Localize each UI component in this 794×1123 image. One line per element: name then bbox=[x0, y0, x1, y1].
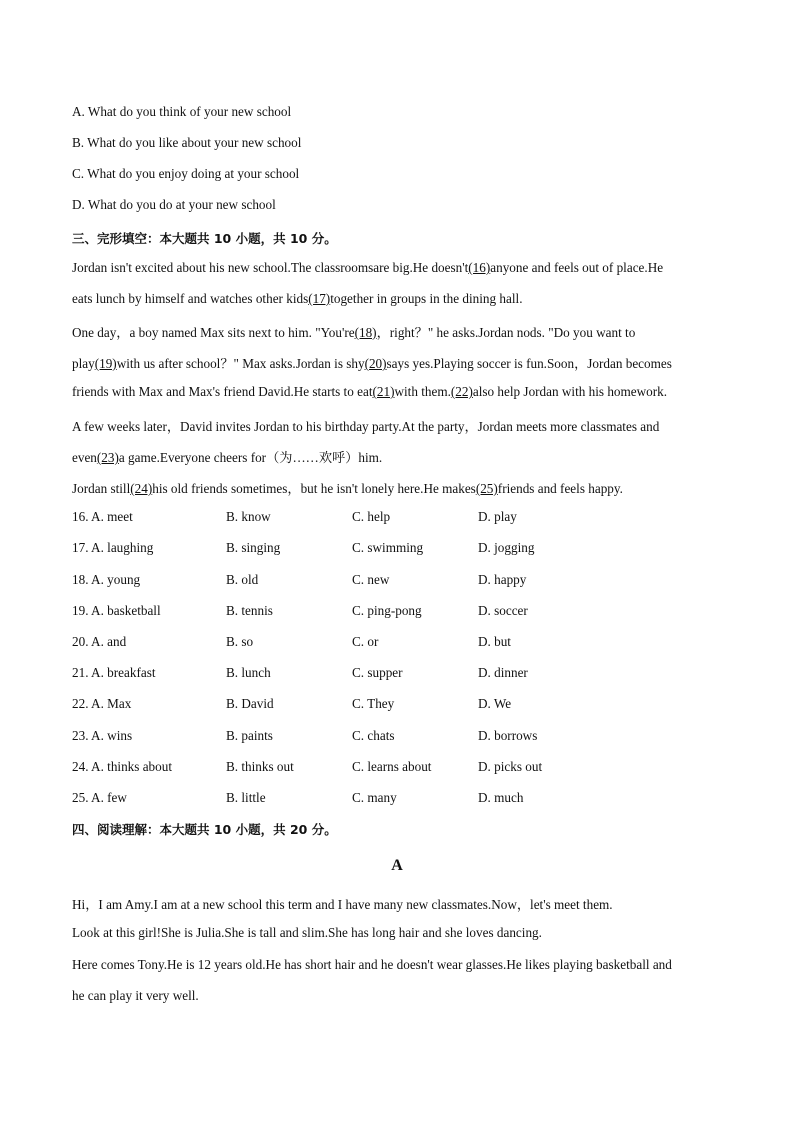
option-choice: C. supper bbox=[352, 665, 403, 680]
option-choice: C. many bbox=[352, 790, 397, 805]
blank-number: (18) bbox=[354, 325, 377, 340]
option-choice: D. happy bbox=[478, 572, 527, 587]
blank-number: (24) bbox=[130, 481, 153, 496]
cloze-text: Jordan isn't excited about his new school.The classroomsare big.He doesn't bbox=[72, 260, 469, 275]
cloze-line bbox=[72, 478, 623, 497]
blank-number: (25) bbox=[475, 481, 498, 496]
cloze-text: play bbox=[72, 356, 95, 371]
blank-number: (21) bbox=[372, 384, 395, 399]
option-choice: 18. A. young bbox=[72, 572, 141, 587]
prev-option-a: A. What do you think of your new school bbox=[72, 104, 292, 119]
cloze-text: his old friends sometimes，but he isn't lonely here.He makes bbox=[152, 481, 476, 496]
option-choice: C. swimming bbox=[352, 540, 424, 555]
cloze-text: One day，a boy named Max sits next to him. "You're bbox=[72, 325, 355, 340]
passage-heading: A bbox=[391, 857, 403, 874]
option-choice: D. dinner bbox=[478, 665, 528, 680]
prev-option-d: D. What do you do at your new school bbox=[72, 197, 276, 212]
blank-number: (23) bbox=[96, 450, 119, 465]
option-choice: D. We bbox=[478, 696, 512, 711]
option-choice: 23. A. wins bbox=[72, 728, 133, 743]
blank-number: (22) bbox=[450, 384, 473, 399]
option-choice: B. David bbox=[226, 696, 274, 711]
option-choice: C. new bbox=[352, 572, 390, 587]
passage-line-3: Here comes Tony.He is 12 years old.He has short hair and he doesn't wear glasses.He likes playing basketball and bbox=[72, 957, 672, 972]
cloze-line bbox=[72, 353, 672, 372]
option-choice: 20. A. and bbox=[72, 634, 127, 649]
option-choice: D. picks out bbox=[478, 759, 543, 774]
blank-number: (20) bbox=[364, 356, 387, 371]
cloze-text: a game.Everyone cheers for（为……欢呼）him. bbox=[118, 450, 383, 465]
option-choice: 25. A. few bbox=[72, 790, 127, 805]
option-choice: 19. A. basketball bbox=[72, 603, 161, 618]
option-choice: B. know bbox=[226, 509, 271, 524]
option-choice: B. so bbox=[226, 634, 254, 649]
option-choice: B. paints bbox=[226, 728, 273, 743]
cloze-text: says yes.Playing soccer is fun.Soon，Jordan becomes bbox=[386, 356, 672, 371]
cloze-text: friends with Max and Max's friend David.He starts to eat bbox=[72, 384, 373, 399]
cloze-text: Jordan still bbox=[72, 481, 131, 496]
cloze-text: even bbox=[72, 450, 97, 465]
cloze-line bbox=[72, 291, 523, 307]
blank-number: (19) bbox=[94, 356, 117, 371]
option-choice: B. little bbox=[226, 790, 266, 805]
cloze-text: also help Jordan with his homework. bbox=[472, 384, 668, 399]
option-choice: B. singing bbox=[226, 540, 281, 555]
option-choice: D. jogging bbox=[478, 540, 535, 555]
cloze-text: with us after school？" Max asks.Jordan is shy bbox=[116, 356, 365, 371]
cloze-line bbox=[72, 416, 659, 435]
option-choice: D. borrows bbox=[478, 728, 538, 743]
blank-number: (17) bbox=[308, 291, 331, 306]
passage-line-2: Look at this girl!She is Julia.She is tall and slim.She has long hair and she loves dancing. bbox=[72, 925, 542, 940]
option-choice: D. play bbox=[478, 509, 517, 524]
cloze-line bbox=[72, 384, 667, 400]
cloze-line bbox=[72, 447, 382, 466]
passage-line-4: he can play it very well. bbox=[72, 988, 199, 1003]
option-choice: B. old bbox=[226, 572, 259, 587]
option-choice: C. learns about bbox=[352, 759, 432, 774]
option-choice: C. or bbox=[352, 634, 379, 649]
cloze-line bbox=[72, 322, 635, 341]
prev-option-b: B. What do you like about your new school bbox=[72, 135, 302, 150]
option-choice: 16. A. meet bbox=[72, 509, 133, 524]
section3-title: 三、完形填空：本大题共 10 小题，共 10 分。 bbox=[72, 231, 337, 246]
option-choice: D. soccer bbox=[478, 603, 528, 618]
option-choice: D. much bbox=[478, 790, 524, 805]
option-choice: C. ping-pong bbox=[352, 603, 422, 618]
blank-number: (16) bbox=[468, 260, 491, 275]
option-choice: D. but bbox=[478, 634, 511, 649]
option-choice: B. tennis bbox=[226, 603, 273, 618]
cloze-text: anyone and feels out of place.He bbox=[490, 260, 664, 275]
cloze-text: eats lunch by himself and watches other kids bbox=[72, 291, 309, 306]
option-choice: 24. A. thinks about bbox=[72, 759, 173, 774]
cloze-line bbox=[72, 260, 663, 276]
option-choice: B. thinks out bbox=[226, 759, 294, 774]
option-choice: B. lunch bbox=[226, 665, 271, 680]
section4-title: 四、阅读理解：本大题共 10 小题，共 20 分。 bbox=[72, 822, 337, 837]
cloze-text: with them. bbox=[394, 384, 451, 399]
option-choice: 17. A. laughing bbox=[72, 540, 154, 555]
cloze-text: A few weeks later，David invites Jordan to his birthday party.At the party，Jordan meets more classmates and bbox=[72, 419, 660, 434]
option-choice: C. help bbox=[352, 509, 391, 524]
passage-line-1: Hi，I am Amy.I am at a new school this term and I have many new classmates.Now，let's meet them. bbox=[72, 897, 613, 912]
cloze-text: together in groups in the dining hall. bbox=[330, 291, 523, 306]
cloze-text: ，right？" he asks.Jordan nods. "Do you want to bbox=[376, 325, 636, 340]
option-choice: C. They bbox=[352, 696, 395, 711]
prev-option-c: C. What do you enjoy doing at your school bbox=[72, 166, 300, 181]
cloze-text: friends and feels happy. bbox=[497, 481, 623, 496]
option-choice: 21. A. breakfast bbox=[72, 665, 156, 680]
option-choice: 22. A. Max bbox=[72, 696, 132, 711]
option-choice: C. chats bbox=[352, 728, 395, 743]
